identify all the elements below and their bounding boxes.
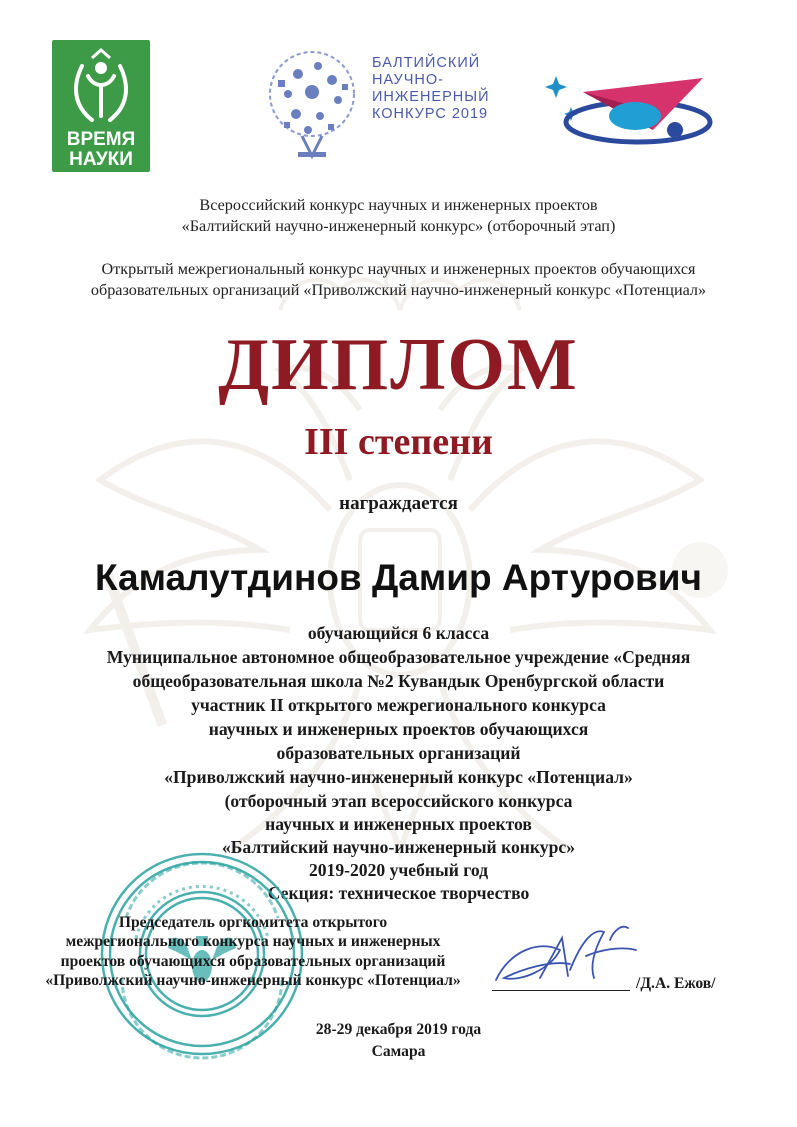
- chairman-block: [38, 913, 468, 990]
- body-line: научных и инженерных проектов: [265, 814, 532, 834]
- body-line: образовательных организаций: [276, 743, 521, 763]
- body-line: 2019-2020 учебный год: [308, 860, 489, 880]
- baltic-contest-logo-text: [372, 55, 490, 123]
- signature-line: [492, 990, 630, 991]
- body-line: научных и инженерных проектов обучающихся: [208, 719, 589, 739]
- header-line-4: образовательных организаций «Приволжский научно-инженерный конкурс «Потенциал»: [90, 281, 707, 299]
- body-line: Муниципальное автономное общеобразовательное учреждение «Средняя: [106, 647, 691, 667]
- event-date: 28-29 декабря 2019 года: [315, 1021, 482, 1038]
- body-line: (отборочный этап всероссийского конкурса: [224, 791, 573, 811]
- body-line: участник II открытого межрегионального конкурса: [191, 695, 606, 715]
- event-city: Самара: [371, 1043, 426, 1060]
- body-line: обучающийся 6 класса: [307, 623, 490, 643]
- body-line: «Приволжский научно-инженерный конкурс «Потенциал»: [164, 767, 633, 787]
- diploma-title: ДИПЛОМ: [218, 324, 579, 406]
- header-line-3: Открытый межрегиональный конкурс научных и инженерных проектов обучающихся: [101, 260, 696, 278]
- body-line: «Балтийский научно-инженерный конкурс»: [222, 837, 575, 857]
- baltic-globe-icon: [258, 44, 366, 162]
- rocket-logo-icon: [543, 72, 713, 150]
- body-line: общеобразовательная школа №2 Кувандык Оренбургской области: [132, 671, 665, 691]
- chair-line-1: Председатель оргкомитета открытого: [118, 914, 388, 931]
- header-line-1: Всероссийский конкурс научных и инженерных проектов: [199, 196, 598, 214]
- logo-center-line4: КОНКУРС 2019: [372, 106, 489, 122]
- figure-emblem-icon: [52, 46, 150, 130]
- logo-left-line2: НАУКИ: [69, 149, 133, 170]
- logo-center-line2: НАУЧНО-: [372, 72, 444, 88]
- chair-line-3: проектов обучающихся образовательных организаций: [60, 952, 446, 970]
- logo-center-line1: БАЛТИЙСКИЙ: [372, 55, 481, 71]
- header-line-2: «Балтийский научно-инженерный конкурс» (отборочный этап): [181, 217, 616, 235]
- signer-name: /Д.А. Ежов/: [636, 975, 716, 992]
- diploma-degree: III степени: [304, 421, 493, 463]
- chair-line-2: межрегионального конкурса научных и инженерных: [65, 933, 441, 951]
- vremya-nauki-logo: [52, 40, 150, 172]
- awarded-label: награждается: [339, 493, 458, 514]
- logo-left-line1: ВРЕМЯ: [66, 129, 136, 150]
- body-line: Секция: техническое творчество: [267, 883, 530, 903]
- chair-line-4: «Приволжский научно-инженерный конкурс «Потенциал»: [45, 971, 461, 989]
- recipient-name: Камалутдинов Дамир Артурович: [94, 557, 703, 598]
- handwritten-signature-icon: [490, 920, 640, 995]
- logo-center-line3: ИНЖЕНЕРНЫЙ: [372, 89, 490, 105]
